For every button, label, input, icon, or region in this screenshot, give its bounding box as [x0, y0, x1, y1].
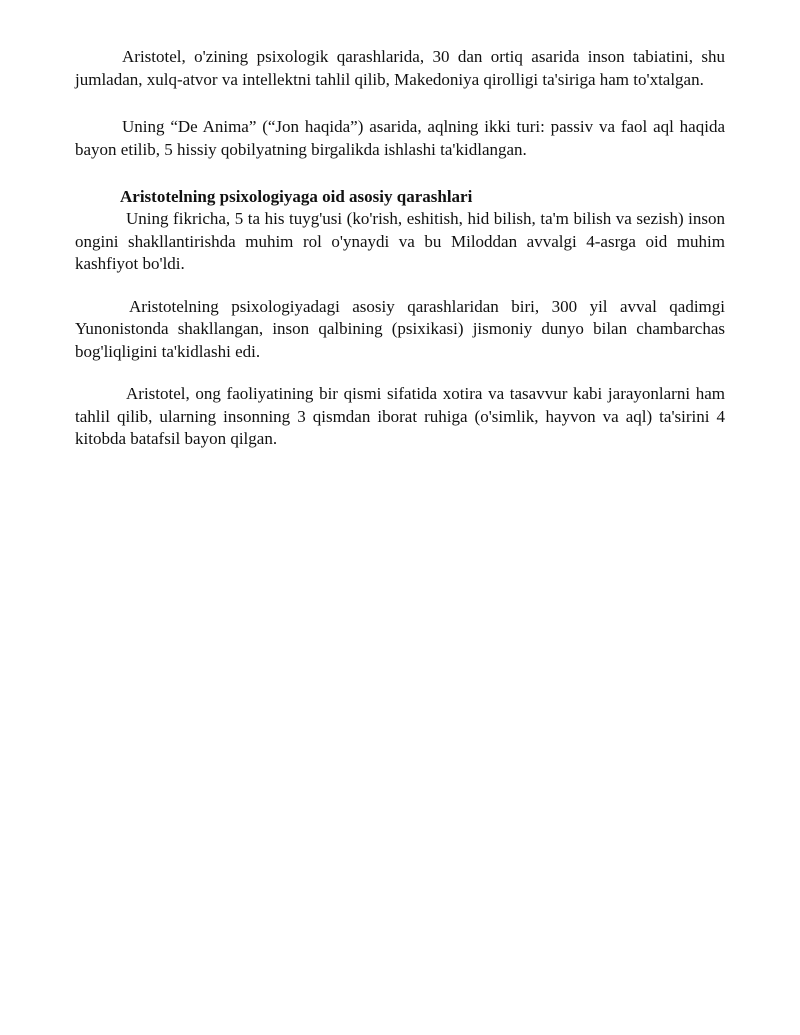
paragraph-intro: Aristotel, o'zining psixologik qarashlarida, 30 dan ortiq asarida inson tabiatini, shu jumladan, xulq-atvor va intellektni tahlil qilib, Makedoniya qirolligi ta'siriga ham to'xtalgan.: [75, 47, 725, 89]
section-heading: Aristotelning psixologiyaga oid asosiy qarashlari: [120, 187, 473, 206]
paragraph-soul-body: Aristotelning psixologiyadagi asosiy qarashlaridan biri, 300 yil avval qadimgi Yunonistonda shakllangan, inson qalbining (psixikasi) jismoniy dunyo bilan chambarchas bog'liqligini ta'kidlashi edi.: [75, 296, 725, 361]
paragraph-de-anima: Uning “De Anima” (“Jon haqida”) asarida, aqlning ikki turi: passiv va faol aql haqida bayon etilib, 5 hissiy qobilyatning birgalikda ishlashi ta'kidlangan.: [75, 117, 725, 159]
paragraph-memory-imagination: Aristotel, ong faoliyatining bir qismi sifatida xotira va tasavvur kabi jarayonlarni ham tahlil qilib, ularning insonning 3 qismdan iborat ruhiga (o'simlik, hayvon va aql) ta'sirini 4 kitobda batafsil bayon qilgan.: [75, 384, 725, 448]
document-body: [75, 46, 725, 451]
paragraph-senses: Uning fikricha, 5 ta his tuyg'usi (ko'rish, eshitish, hid bilish, ta'm bilish va sezish) inson ongini shakllantirishda muhim rol o'ynaydi va bu Miloddan avvalgi 4-asrga oid muhim kashfiyot bo'ldi.: [75, 209, 725, 273]
